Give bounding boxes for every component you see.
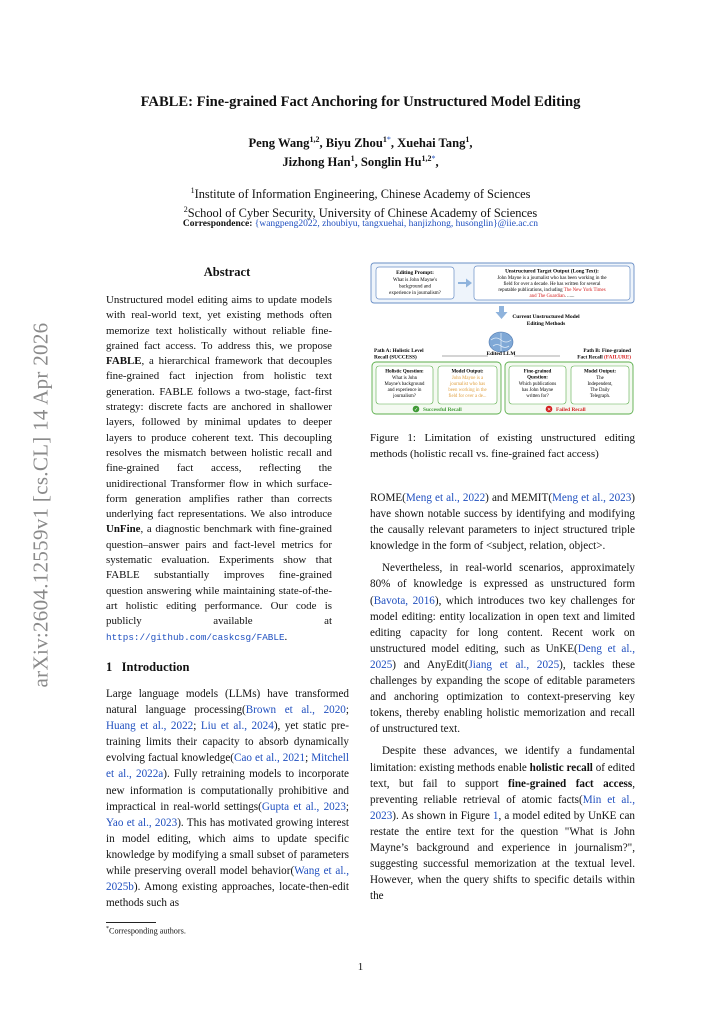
editing-prompt-title: Editing Prompt: [396, 270, 434, 276]
body-text: ). Fully retraining models to incorporate new information is computationally prohibitive and impractical in real-world settings( [106, 768, 350, 813]
methods-label: Current Unstructured Model [512, 314, 580, 320]
section-heading-introduction [106, 660, 189, 675]
target-text: . ...... [564, 294, 575, 299]
fine-grained-question-line: Which publications [518, 382, 557, 387]
body-text: ) and AnyEdit( [392, 658, 469, 671]
figure-ref-link[interactable]: 1 [492, 809, 499, 822]
abstract-body [106, 293, 332, 645]
author-name: Peng Wang [248, 136, 310, 151]
holistic-question-line: journalism? [393, 394, 416, 399]
target-line: John Mayne is a journalist who has been working in the [497, 276, 607, 281]
path-b-label [577, 354, 631, 361]
footnote [106, 926, 186, 936]
citation-link[interactable]: Mitchell et al., 2022a [106, 752, 349, 781]
check-glyph: ✓ [413, 408, 419, 413]
body-text: ), tackles these challenges by expanding the scope of editable parameters and anchoring optimization to context-preserving key tokens, thereby enabling holistic memorization and recall of unstructured text. [370, 658, 635, 736]
affil-mark-num: 1,2 [421, 154, 432, 164]
correspondence-emails[interactable]: {wangpeng2022, zhoubiyu, tangxuehai, hanjizhong, husonglin}@iie.ac.cn [254, 219, 539, 229]
fine-grained-question-line: has John Mayne [521, 388, 554, 393]
body-text: ROME( [370, 492, 406, 504]
corresponding-mark: * [431, 154, 436, 164]
correspondence-label: Correspondence: [182, 219, 253, 229]
affiliation-1: Institute of Information Engineering, Chinese Academy of Sciences [194, 187, 531, 202]
target-line [498, 288, 605, 293]
body-text: ; [193, 720, 201, 733]
target-title: Unstructured Target Output (Long Text): [505, 268, 599, 275]
editing-prompt-line: background and [398, 284, 432, 290]
holistic-question-title: Holistic Question: [385, 369, 424, 375]
model-output-b-line: Independent, [587, 382, 613, 387]
target-line: field for over a decade. He has written for several [503, 282, 601, 287]
page-number: 1 [357, 961, 364, 973]
author-name: Biyu Zhou [325, 136, 383, 151]
x-glyph: ✕ [546, 408, 552, 413]
citation-link[interactable]: Min et al., 2023 [370, 793, 635, 822]
target-highlight: The New York Times [563, 288, 606, 293]
paragraph [370, 560, 635, 737]
section-number: 1 [106, 660, 113, 674]
citation-link[interactable]: Liu et al., 2024 [200, 720, 274, 733]
abstract-unfine: UnFine [106, 523, 141, 536]
paper-title: FABLE: Fine-grained Fact Anchoring for Unstructured Model Editing [140, 94, 581, 110]
author-name: Xuehai Tang [397, 136, 466, 151]
affil-mark [383, 135, 391, 144]
arxiv-id: arXiv:2604.12559v1 [cs.CL] 14 Apr 2026 [28, 322, 53, 688]
emphasis: holistic recall [529, 761, 593, 774]
affil-mark: 1 [465, 135, 470, 144]
edited-llm-label: Edited LLM [486, 351, 516, 357]
body-text: , preventing reliable retrieval of atomic facts( [370, 777, 635, 806]
abstract-heading: Abstract [203, 265, 251, 279]
citation-link[interactable]: Huang et al., 2022 [106, 720, 194, 733]
path-a-label: Path A: Holistic Level [374, 348, 424, 354]
body-text: ), yet static pre-training limits their capacity to absorb dynamically evolving factual knowledge( [106, 720, 349, 765]
citation-link[interactable]: Meng et al., 2023 [552, 492, 632, 504]
citation-link[interactable]: Deng et al., 2025 [370, 642, 635, 671]
body-text: ; [345, 800, 349, 813]
citation-link[interactable]: Meng et al., 2022 [405, 492, 486, 504]
model-output-a-title: Model Output: [451, 369, 484, 375]
abstract-text: , a hierarchical framework that decouples fine-grained fact injection from holistic text generation. FABLE follows a two-stage, fact-first strategy: discrete facts are anchored in shallower layers, followed by minimal updates to deeper layers to produce coherent text. This decoupling resolves the mismatch between holistic recall and fine-grained fact access, reflecting the unidirectional Transformer flow in which surface-form generation amplifies rather than corrects underlying fact representations. We also introduce [106, 355, 332, 521]
holistic-question-line: and experience in [387, 388, 422, 393]
arrow-down-icon [496, 306, 508, 319]
body-text: ). Among existing approaches, locate-then-edit methods such as [106, 881, 349, 910]
author-list: Peng Wang$^{1,2}$, Biyu Zhou$^{1*}$, Xuehai Tang$^1$, Jizhong Han$^1$, Songlin $Hu^{1,2*}$, [248, 135, 473, 170]
methods-label: Editing Methods [526, 321, 566, 327]
model-output-b-line: The Daily [590, 388, 610, 393]
body-text: ). As shown in Figure [392, 809, 493, 822]
footnote-rule [106, 922, 156, 923]
abstract-fable: FABLE [106, 355, 142, 368]
citation-link[interactable]: Gupta et al., 2023 [261, 800, 346, 813]
abstract-text: Unstructured model editing aims to update models with real-world text, yet existing methods often memorize text holistically without reliable fine-grained fact access. To address this, we propose [106, 294, 332, 352]
model-output-b-line: The [596, 376, 604, 381]
holistic-question-line: Mayne's background [384, 382, 425, 387]
affil-mark-num: 1 [382, 135, 387, 144]
citation-link[interactable]: Brown et al., 2020 [245, 704, 346, 717]
body-text: ) and MEMIT( [485, 492, 553, 504]
footnote-text: Corresponding authors. [109, 926, 186, 936]
affil-mark: 2 [183, 205, 188, 215]
holistic-question-line: What is John [391, 376, 418, 381]
target-line [530, 294, 575, 299]
correspondence [0, 219, 721, 229]
affil-mark: 1 [190, 186, 195, 195]
right-column-text [370, 490, 635, 904]
affil-mark: 1,2 [309, 135, 320, 144]
body-text: Despite these advances, we identify a fundamental limitation: existing methods enable [370, 745, 635, 774]
body-text: ). This has motivated growing interest in model editing, which aims to update specific knowledge by modifying a small subset of parameters while preserving overall model behavior( [106, 816, 349, 878]
figure-1 [370, 262, 635, 422]
target-text: reputable publications, including [498, 288, 564, 293]
editing-prompt-line: experience in journalism? [389, 291, 441, 296]
editing-prompt-line: What is John Mayne's [392, 278, 438, 283]
model-output-b-line: Telegraph. [589, 394, 611, 399]
affil-mark: 1 [350, 154, 355, 164]
citation-link[interactable]: Wang et al., 2025b [106, 865, 349, 894]
body-text: ), which introduces two key challenges for model editing: entity localization in open text and limited editing capacity for long content. Recent work on unstructured model editing, such as UnKE( [370, 594, 635, 655]
citation-link[interactable]: Yao et al., 2023 [106, 816, 178, 829]
paragraph [370, 743, 635, 904]
path-b-text: Fact Recall [577, 354, 605, 361]
body-text: Nevertheless, in real-world scenarios, approximately 80% of knowledge is expressed as unstructured form ( [370, 562, 635, 607]
abstract-text: , a diagnostic benchmark with fine-grained question–answer pairs and fact-level metrics for systematic evaluation. Experiments show that FABLE substantially improves fine-grained question answering while maintaining state-of-the-art holistic editing performance. Our code is publicly available at [106, 523, 332, 628]
body-text: ; [345, 704, 349, 717]
path-b-failure: (FAILURE) [604, 354, 631, 361]
emphasis: fine-grained fact access [508, 777, 633, 790]
section-title: Introduction [121, 660, 190, 674]
fine-grained-question-title: Fine-grained [523, 369, 552, 375]
model-output-a-line: been working in the [448, 388, 487, 393]
body-text: Large language models (LLMs) have transformed natural language processing( [106, 688, 349, 717]
corresponding-mark: * [386, 135, 391, 144]
citation-link[interactable]: Bavota, 2016 [373, 594, 435, 607]
figure-caption: Figure 1: Limitation of existing unstructured editing methods (holistic recall vs. fine-grained fact access) [370, 432, 635, 460]
path-a-label: Recall (SUCCESS) [374, 354, 417, 361]
affil-mark [421, 154, 435, 163]
affiliations [0, 183, 721, 221]
citation-link[interactable]: Jiang et al., 2025 [468, 658, 560, 671]
intro-paragraph [106, 686, 349, 911]
success-label: Successful Recall [423, 407, 462, 413]
fine-grained-question-title: Question: [527, 375, 548, 381]
model-output-a-line: John Mayne is a [451, 376, 484, 381]
author-name: Jizhong Han [282, 155, 351, 170]
brain-icon [489, 332, 513, 352]
body-text: ; [305, 752, 312, 765]
model-output-b-title: Model Output: [583, 369, 617, 375]
arxiv-watermark [21, 300, 61, 710]
body-text: , a model edited by UnKE can restate the entire text for the question "What is John Mayne’s background and experience in journalism?", suggesting successful memorization at the textual level. However, when the query shifts to specific details within the [370, 809, 636, 903]
abstract-text: . [284, 630, 288, 643]
code-link[interactable]: https://github.com/caskcsg/FABLE [106, 631, 285, 643]
model-output-a-line: field for over a de... [448, 394, 487, 399]
affiliation-2: School of Cyber Security, University of Chinese Academy of Sciences [187, 206, 538, 221]
failed-label: Failed Recall [556, 407, 586, 413]
paragraph [370, 490, 635, 554]
model-output-a-line: journalist who has [449, 382, 486, 387]
author-name: Songlin Hu [360, 155, 422, 170]
body-text: ) have shown notable success by identifying and modifying the causally relevant parameters to inject structured triple knowledge in the form of <subject, relation, object>. [370, 492, 636, 553]
target-highlight: and The Guardian [529, 294, 565, 299]
citation-link[interactable]: Cao et al., 2021 [234, 752, 306, 765]
fine-grained-question-line: written for? [526, 394, 549, 399]
footnote-mark: * [106, 926, 109, 932]
path-b-label: Path B: Fine-grained [583, 348, 631, 354]
body-text: of edited text, but fail to support [370, 761, 635, 790]
